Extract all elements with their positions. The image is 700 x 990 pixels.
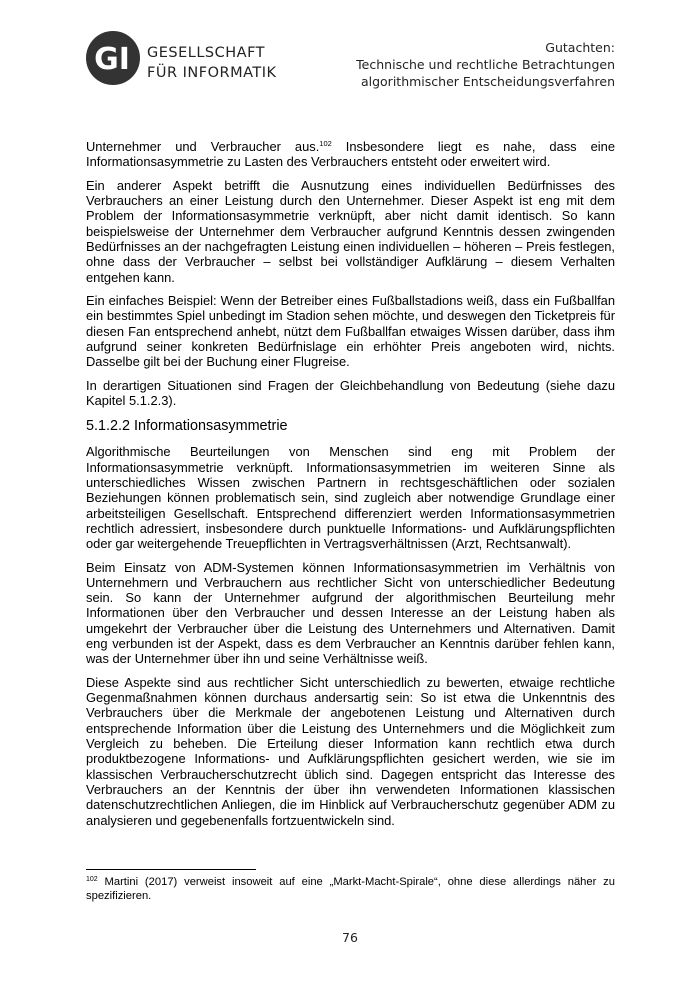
- paragraph-7: Diese Aspekte sind aus rechtlicher Sicht unterschiedlich zu bewerten, etwaige rechtliche Gegenmaßnahmen können durchaus andersartig sein: So ist etwa die Unkenntnis des Verbrauchers über die Merkmale der angebotenen Leistung und Alternativen durch entsprechende Information über die Leistung des Unternehmers und die Möglichkeit zum Vergleich zu beheben. Die Erteilung dieser Information kann rechtlich etwa durch produktbezogene Informations- und Aufklärungspflichten gesichert werden, wie sie im klassischen Verbraucherschutzrecht üblich sind. Dagegen entspricht das Interesse des Verbrauchers an der Kenntnis der über ihn verwendeten Informationen klassischen datenschutzrechtlichen Anliegen, die im Hinblick auf Verbraucherschutz gegenüber ADM zu analysieren und gegebenenfalls fortzuentwickeln sind.: [86, 674, 615, 828]
- paragraph-2: Ein anderer Aspekt betrifft die Ausnutzung eines individuellen Bedürfnisses des Verbrauchers an einer Leistung durch den Unternehmer. Dieser Aspekt ist eng mit dem Problem der Informationsasymmetrie verknüpft, aber nicht damit identisch. So kann beispielsweise der Unternehmer dem Verbraucher aufgrund Kenntnis dessen zwingenden Bedürfnisses an der nachgefragten Leistung einen individuellen – höheren – Preis festlegen, ohne dass der Verbraucher – selbst bei vollständiger Aufklärung – diesem Verhalten entgehen kann.: [86, 177, 615, 285]
- paragraph-3: Ein einfaches Beispiel: Wenn der Betreiber eines Fußballstadions weiß, dass ein Fußballfan ein bestimmtes Spiel unbedingt im Stadion sehen möchte, und deswegen den Ticketpreis für diesen Fan entsprechend anhebt, nützt dem Fußballfan etwaiges Wissen darüber, dass ihm aufgrund seiner konkreten Bedürfnislage ein erhöhter Preis angeboten wird, nichts. Dasselbe gilt bei der Buchung einer Flugreise.: [86, 293, 615, 370]
- footnote-text: Martini (2017) verweist insoweit auf eine „Markt-Macht-Spirale“, ohne diese allerdings näher zu spezifizieren.: [86, 876, 615, 902]
- paragraph-1: Unternehmer und Verbraucher aus.$^{102}$ Insbesondere liegt es nahe, dass eine Informationsasymmetrie zu Lasten des Verbrauchers entsteht oder erweitert wird.: [86, 139, 615, 170]
- organization-name: [147, 43, 277, 83]
- page-number: 76: [342, 930, 358, 945]
- footnote-ref[interactable]: 102: [319, 139, 332, 148]
- doc-title-line-3: algorithmischer Entscheidungsverfahren: [360, 74, 615, 89]
- org-line-1: GESELLSCHAFT: [147, 45, 266, 61]
- main-content: [86, 139, 615, 836]
- document-title: [356, 39, 615, 90]
- gi-logo: [85, 30, 141, 86]
- footnote-number: 102: [86, 876, 98, 883]
- doc-title-line-1: Gutachten:: [545, 40, 615, 55]
- org-line-2: FÜR INFORMATIK: [147, 65, 277, 81]
- section-heading: 5.1.2.2 Informationsasymmetrie: [86, 418, 288, 435]
- page-header: [0, 0, 700, 100]
- paragraph-6: Beim Einsatz von ADM-Systemen können Informationsasymmetrien im Verhältnis von Unternehmern und Verbrauchern aus rechtlicher Sicht von unterschiedlicher Bedeutung sein. So kann der Unternehmer aufgrund der algorithmischen Beurteilung mehr Informationen über den Verbraucher und dessen Interesse an der Leistung haben als umgekehrt der Verbraucher über die Leistung des Unternehmers und Alternativen. Damit eng verbunden ist der Aspekt, dass es dem Verbraucher an Kenntnis darüber fehlen kann, was der Unternehmer über ihn und seine Verhältnisse weiß.: [86, 559, 615, 667]
- logo-text: GI: [94, 42, 130, 77]
- paragraph-4: In derartigen Situationen sind Fragen der Gleichbehandlung von Bedeutung (siehe dazu Kapitel 5.1.2.3).: [86, 377, 615, 409]
- doc-title-line-2: Technische und rechtliche Betrachtungen: [356, 57, 615, 72]
- footnote: [86, 875, 615, 903]
- paragraph-5: Algorithmische Beurteilungen von Menschen sind eng mit Problem der Informationsasymmetrie verknüpft. Informationsasymmetrien im weiteren Sinne als unterschiedliches Wissen zwischen Partnern in rechtsgeschäftlichen oder sozialen Beziehungen können problematisch sein, sind zugleich aber notwendige Grundlage einer arbeitsteiligen Gesellschaft. Entsprechend differenziert werden Informationsasymmetrien rechtlich adressiert, insbesondere durch punktuelle Informations- und Aufklärungspflichten oder gar weitergehende Treuepflichten in Vertragsverhältnissen (Arzt, Rechtsanwalt).: [86, 444, 615, 552]
- footnote-divider: [86, 869, 256, 870]
